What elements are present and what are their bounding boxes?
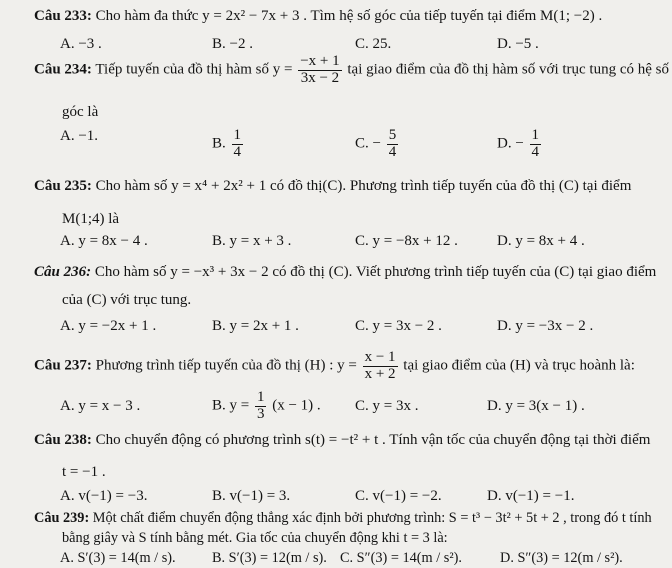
option-a: A. y = x − 3 . xyxy=(60,398,141,414)
option-d xyxy=(497,128,543,161)
option-d: D. y = 3(x − 1) . xyxy=(487,398,585,414)
question-233 xyxy=(34,8,602,25)
question-text-line2: góc là xyxy=(62,104,99,120)
fraction xyxy=(530,128,542,161)
question-text: Phương trình tiếp tuyến của đồ thị (H) : y = xyxy=(95,357,357,374)
fraction-denominator: 4 xyxy=(233,143,242,160)
option-b: B. S′(3) = 12(m / s). xyxy=(212,550,327,566)
option-c xyxy=(355,128,400,161)
fraction xyxy=(363,350,398,383)
question-text: Cho hàm số y = −x³ + 3x − 2 có đồ thị (C). Viết phương trình tiếp tuyến của (C) tại giao điểm xyxy=(94,264,657,280)
question-label: Câu 236: xyxy=(34,264,92,280)
option-b xyxy=(212,128,245,161)
option-c: C. 25. xyxy=(355,36,392,52)
question-237 xyxy=(34,350,635,383)
fraction-numerator: −x + 1 xyxy=(300,53,340,69)
option-prefix: C. − xyxy=(355,135,381,152)
fraction-numerator: 1 xyxy=(531,127,540,143)
question-text: Cho hàm đa thức y = 2x² − 7x + 3 . Tìm hệ số góc của tiếp tuyến tại điểm M(1; −2) . xyxy=(95,8,603,24)
option-d: D. y = 8x + 4 . xyxy=(497,233,585,249)
option-b: B. v(−1) = 3. xyxy=(212,488,291,504)
option-suffix: (x − 1) . xyxy=(272,397,321,414)
fraction-denominator: x + 2 xyxy=(364,365,396,382)
question-label: Câu 234: xyxy=(34,61,92,78)
option-a: A. −3 . xyxy=(60,36,102,52)
question-text-line2: của (C) với trục tung. xyxy=(62,292,192,308)
question-238 xyxy=(34,432,650,449)
option-a: A. S′(3) = 14(m / s). xyxy=(60,550,176,566)
option-b xyxy=(212,390,321,423)
fraction-numerator: 5 xyxy=(388,127,397,143)
question-label: Câu 233: xyxy=(34,8,92,24)
option-a: A. −1. xyxy=(60,128,99,144)
question-text-line2: t = −1 . xyxy=(62,464,106,480)
option-c: C. y = 3x − 2 . xyxy=(355,318,442,334)
option-c: C. v(−1) = −2. xyxy=(355,488,442,504)
question-234 xyxy=(34,54,669,87)
question-text-line2: M(1;4) là xyxy=(62,211,120,227)
fraction-denominator: 3 xyxy=(256,405,265,422)
option-d: D. S″(3) = 12(m / s²). xyxy=(500,550,623,566)
question-label: Câu 237: xyxy=(34,357,92,374)
fraction xyxy=(387,128,399,161)
option-a: A. v(−1) = −3. xyxy=(60,488,148,504)
option-c: C. y = −8x + 12 . xyxy=(355,233,458,249)
question-label: Câu 235: xyxy=(34,178,92,194)
option-prefix: B. y = xyxy=(212,397,250,414)
fraction-numerator: 1 xyxy=(256,389,265,405)
option-d: D. v(−1) = −1. xyxy=(487,488,575,504)
question-label: Câu 239: xyxy=(34,510,90,526)
fraction-denominator: 4 xyxy=(388,143,397,160)
fraction xyxy=(232,128,244,161)
question-235 xyxy=(34,178,631,195)
option-prefix: D. − xyxy=(497,135,524,152)
option-a: A. y = 8x − 4 . xyxy=(60,233,148,249)
fraction xyxy=(255,390,267,423)
question-text-line2: bằng giây và S tính bằng mét. Gia tốc của chuyển động khi t = 3 là: xyxy=(62,530,448,546)
question-text: Tiếp tuyến của đồ thị hàm số y = xyxy=(95,61,293,78)
option-b: B. y = x + 3 . xyxy=(212,233,292,249)
question-text: Cho hàm số y = x⁴ + 2x² + 1 có đồ thị(C). Phương trình tiếp tuyến của đồ thị (C) tại điểm xyxy=(95,178,632,194)
option-d: D. y = −3x − 2 . xyxy=(497,318,594,334)
question-239 xyxy=(34,510,652,527)
option-c: C. S″(3) = 14(m / s²). xyxy=(340,550,462,566)
question-text: Cho chuyển động có phương trình s(t) = −t² + t . Tính vận tốc của chuyển động tại thời điểm xyxy=(95,432,651,448)
fraction-numerator: x − 1 xyxy=(364,349,396,365)
question-236 xyxy=(34,264,656,281)
fraction-numerator: 1 xyxy=(233,127,242,143)
fraction-denominator: 4 xyxy=(531,143,540,160)
option-b: B. y = 2x + 1 . xyxy=(212,318,299,334)
question-text: tại giao điểm của (H) và trục hoành là: xyxy=(403,357,635,374)
option-a: A. y = −2x + 1 . xyxy=(60,318,157,334)
fraction xyxy=(298,54,341,87)
question-label: Câu 238: xyxy=(34,432,92,448)
fraction-denominator: 3x − 2 xyxy=(300,69,340,86)
question-text: tại giao điểm của đồ thị hàm số với trục tung có hệ số xyxy=(347,61,670,78)
option-prefix: B. xyxy=(212,135,226,152)
option-b: B. −2 . xyxy=(212,36,253,52)
question-text: Một chất điểm chuyển động thẳng xác định bởi phương trình: S = t³ − 3t² + 5t + 2 , trong đó t tính xyxy=(92,510,652,526)
option-d: D. −5 . xyxy=(497,36,539,52)
option-c: C. y = 3x . xyxy=(355,398,419,414)
